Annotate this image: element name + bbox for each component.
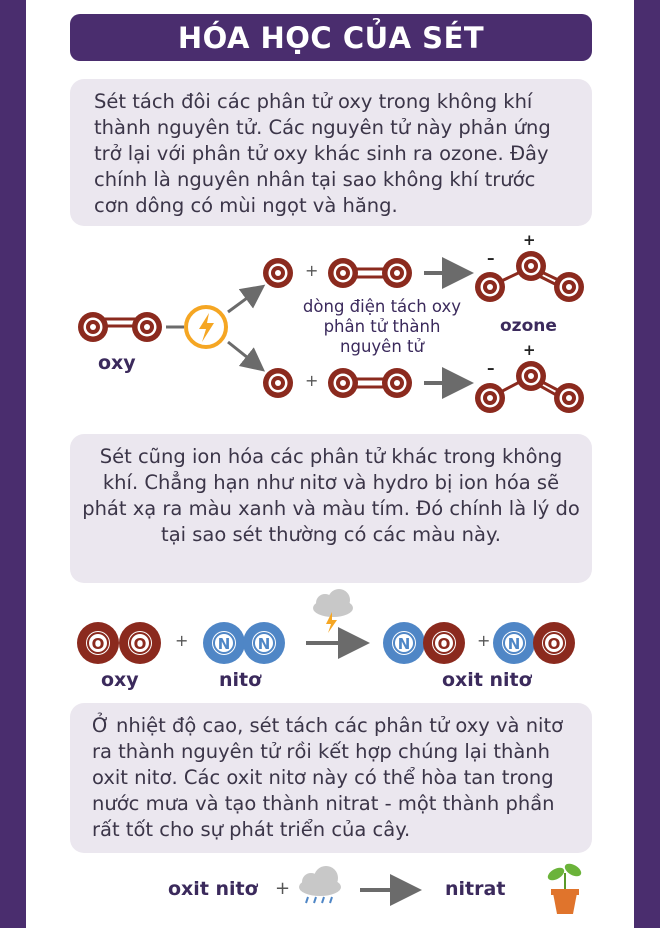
split-caption: dòng điện tách oxy phân tử thành nguyên tử bbox=[302, 297, 462, 356]
atom-symbol: O bbox=[437, 635, 451, 653]
nitrat-label: nitrat bbox=[445, 878, 506, 900]
atom-symbol: N bbox=[397, 635, 411, 653]
paragraph1-text: Sét tách đôi các phân tử oxy trong không khí thành nguyên tử. Các nguyên tử này phản ứng trở lại với phân tử oxy khác sinh ra ozone. Đây chính là nguyên nhân tại sao không khí trước cơn dông có mùi ngọt và hăng. bbox=[94, 90, 551, 217]
paragraph2-text: Sét cũng ion hóa các phân tử khác trong không khí. Chẳng hạn như nitơ và hydro bị ion hóa sẽ phát xạ ra màu xanh và màu tím. Đó chính là lý do tại sao sét thường có các màu này. bbox=[82, 445, 580, 546]
nitrogen-atom bbox=[203, 622, 245, 664]
oxygen-atom bbox=[119, 622, 161, 664]
plus-sign: + bbox=[305, 371, 319, 390]
positive-charge: + bbox=[523, 341, 536, 359]
plus-sign: + bbox=[477, 631, 491, 650]
negative-charge: – bbox=[487, 249, 495, 267]
oxygen-atom bbox=[423, 622, 465, 664]
oxygen-molecule-left bbox=[78, 312, 162, 342]
branch-arrow-down bbox=[228, 342, 258, 366]
storm-cloud-icon bbox=[313, 589, 353, 633]
oxit-nito-label: oxit nitơ bbox=[442, 669, 532, 691]
nitrogen-atom bbox=[493, 622, 535, 664]
plus-sign: + bbox=[305, 261, 319, 280]
plus-sign: + bbox=[275, 878, 291, 899]
atom-symbol: O bbox=[91, 635, 105, 653]
title-text: HÓA HỌC CỦA SÉT bbox=[177, 20, 485, 55]
oxygen-molecule-bottom bbox=[328, 368, 412, 398]
positive-charge: + bbox=[523, 231, 536, 249]
nitrogen-atom bbox=[383, 622, 425, 664]
plus-sign: + bbox=[175, 631, 189, 650]
nitrogen-atom bbox=[243, 622, 285, 664]
oxygen-atom bbox=[263, 258, 293, 288]
oxygen-atom bbox=[132, 312, 162, 342]
oxygen-atom bbox=[263, 368, 293, 398]
atom-symbol: O bbox=[547, 635, 561, 653]
atom-symbol: O bbox=[133, 635, 147, 653]
oxit-nito-label-2: oxit nitơ bbox=[168, 878, 258, 900]
lightning-icon bbox=[186, 307, 226, 347]
branch-arrow-up bbox=[228, 290, 258, 312]
oxygen-atom bbox=[77, 622, 119, 664]
oxy-label-2: oxy bbox=[101, 669, 139, 691]
atom-symbol: N bbox=[257, 635, 271, 653]
paragraph3-text: Ở nhiệt độ cao, sét tách các phân tử oxy và nitơ ra thành nguyên tử rồi kết hợp chúng lại thành oxit nitơ. Các oxit nitơ này có thể hòa tan trong nước mưa và tạo thành nitrat - một thành phần rất tốt cho sự phát triển của cây. bbox=[92, 714, 564, 841]
atom-symbol: N bbox=[217, 635, 231, 653]
nito-label: nitơ bbox=[219, 669, 262, 691]
atom-symbol: N bbox=[507, 635, 521, 653]
oxy-label: oxy bbox=[98, 352, 136, 374]
ozone-label: ozone bbox=[500, 316, 557, 336]
oxygen-atom bbox=[533, 622, 575, 664]
oxygen-molecule-top bbox=[328, 258, 412, 288]
negative-charge: – bbox=[487, 359, 495, 377]
rain-cloud-icon bbox=[299, 866, 341, 903]
plant-pot-icon bbox=[546, 861, 584, 914]
oxygen-atom bbox=[78, 312, 108, 342]
